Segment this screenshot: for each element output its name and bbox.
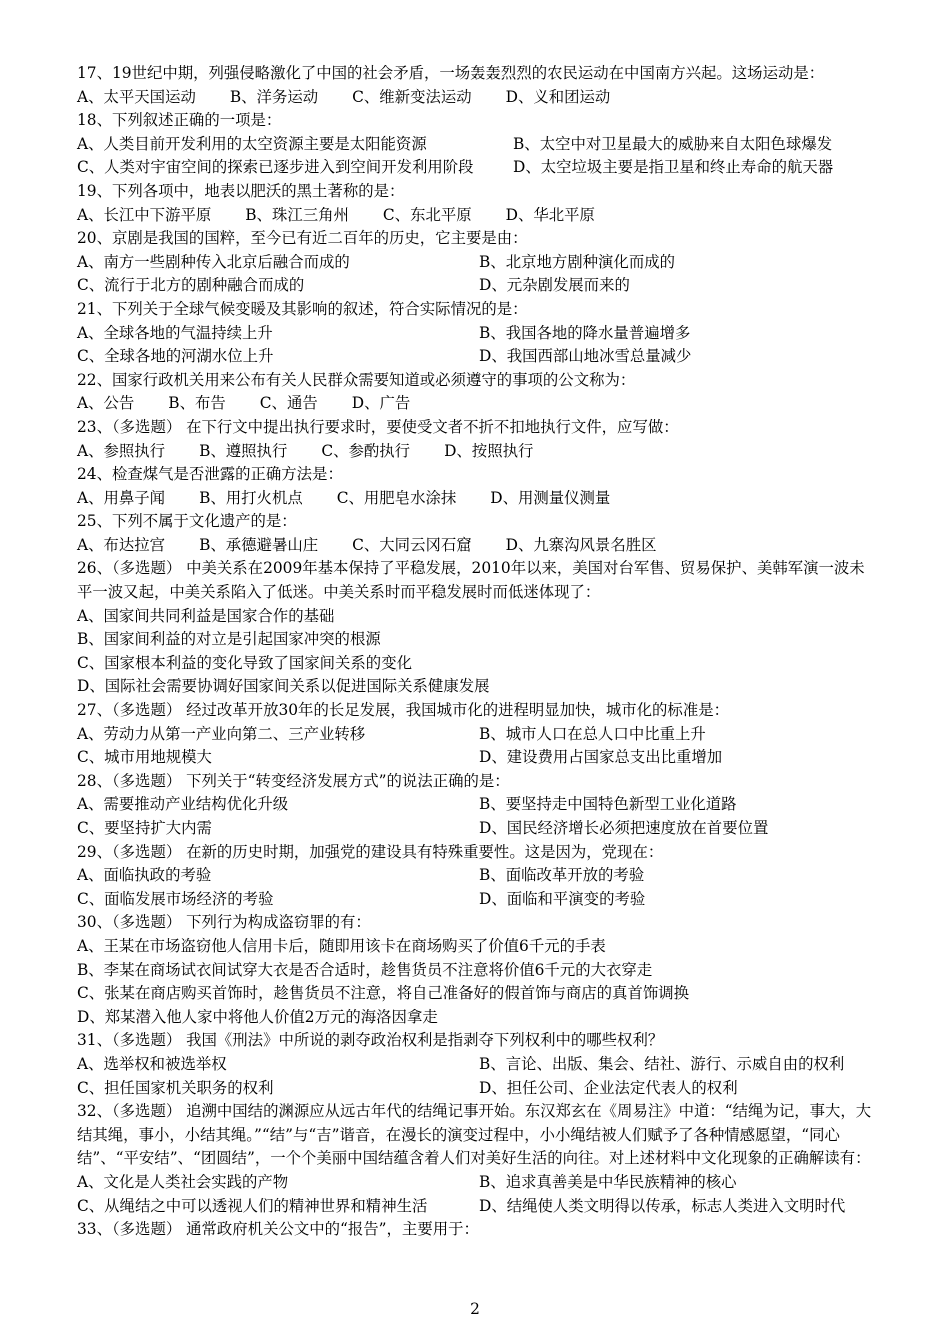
option: A、太平天国运动 — [77, 87, 196, 106]
option: C、用肥皂水涂抹 — [336, 488, 457, 507]
option: A、王某在市场盗窃他人信用卡后，随即用该卡在商场购买了价值6千元的手表 — [77, 936, 606, 955]
question-28-stem: 28、（多选题） 下列关于“转变经济发展方式”的说法正确的是： — [77, 771, 510, 790]
question-20-stem: 20、京剧是我国的国粹，至今已有近二百年的历史，它主要是由： — [77, 229, 528, 248]
question-17-options — [77, 86, 877, 110]
option: D、九寨沟风景名胜区 — [505, 535, 657, 554]
option: A、国家间共同利益是国家合作的基础 — [77, 606, 335, 625]
option: B、要坚持走中国特色新型工业化道路 — [479, 795, 737, 814]
option: A、用鼻子闻 — [77, 488, 166, 507]
option: A、布达拉宫 — [77, 535, 166, 554]
option: D、郑某潜入他人家中将他人价值2万元的海洛因拿走 — [77, 1007, 438, 1026]
option: A、文化是人类社会实践的产物 — [77, 1172, 289, 1191]
option: A、人类目前开发利用的太空资源主要是太阳能资源 — [77, 134, 427, 153]
question-28-options — [77, 793, 877, 840]
option: B、言论、出版、集会、结社、游行、示威自由的权利 — [479, 1054, 845, 1073]
option: B、珠江三角州 — [245, 205, 349, 224]
option: D、华北平原 — [505, 205, 595, 224]
option: B、太空中对卫星最大的威胁来自太阳色球爆发 — [513, 134, 833, 153]
option: B、国家间利益的对立是引起国家冲突的根源 — [77, 630, 381, 649]
question-22-options — [77, 392, 877, 416]
question-27-options — [77, 723, 877, 770]
question-31-stem: 31、（多选题） 我国《刑法》中所说的剥夺政治权利是指剥夺下列权利中的哪些权利？ — [77, 1031, 664, 1050]
question-25-options — [77, 534, 877, 558]
question-23-options — [77, 440, 877, 464]
option: A、参照执行 — [77, 441, 166, 460]
option: D、建设费用占国家总支出比重增加 — [479, 748, 723, 767]
option: D、义和团运动 — [505, 87, 611, 106]
option: D、我国西部山地冰雪总量减少 — [479, 347, 692, 366]
question-17-stem: 17、19世纪中期，列强侵略激化了中国的社会矛盾，一场轰轰烈烈的农民运动在中国南方兴起。这场运动是： — [77, 64, 825, 82]
question-32-options — [77, 1171, 877, 1218]
question-21-stem: 21、下列关于全球气候变暖及其影响的叙述，符合实际情况的是： — [77, 299, 528, 318]
option: C、人类对宇宙空间的探索已逐步进入到空间开发利用阶段 — [77, 158, 474, 177]
question-22-stem: 22、国家行政机关用来公布有关人民群众需要知道或必须遵守的事项的公文称为： — [77, 370, 636, 389]
option: B、城市人口在总人口中比重上升 — [479, 724, 706, 743]
option: C、从绳结之中可以透视人们的精神世界和精神生活 — [77, 1196, 428, 1215]
question-18-stem: 18、下列叙述正确的一项是： — [77, 111, 282, 130]
option: C、面临发展市场经济的考验 — [77, 889, 274, 908]
option: B、遵照执行 — [199, 441, 288, 460]
question-29-stem: 29、（多选题） 在新的历史时期，加强党的建设具有特殊重要性。这是因为，党现在： — [77, 842, 664, 861]
option: C、东北平原 — [382, 205, 472, 224]
option: D、担任公司、企业法定代表人的权利 — [479, 1078, 738, 1097]
option: A、公告 — [77, 394, 135, 413]
option: B、承德避暑山庄 — [199, 535, 319, 554]
option: D、结绳使人类文明得以传承，标志人类进入文明时代 — [479, 1196, 846, 1215]
option: D、元杂剧发展而来的 — [479, 276, 630, 295]
option: C、大同云冈石窟 — [352, 535, 472, 554]
option: C、参酌执行 — [321, 441, 411, 460]
option: B、面临改革开放的考验 — [479, 866, 645, 885]
option: A、全球各地的气温持续上升 — [77, 323, 273, 342]
question-29-options — [77, 864, 877, 911]
option: B、李某在商场试衣间试穿大衣是否合适时，趁售货员不注意将价值6千元的大衣穿走 — [77, 960, 653, 979]
question-26-stem: 26、（多选题） 中美关系在2009年基本保持了平稳发展，2010年以来，美国对台军售、贸易保护、美韩军演一波未平一波又起，中美关系陷入了低迷。中美关系时而平稳发展时而低迷体现了： — [77, 559, 865, 602]
question-24-stem: 24、检查煤气是否泄露的正确方法是： — [77, 465, 343, 484]
page-number: 2 — [470, 1300, 480, 1318]
option: C、担任国家机关职务的权利 — [77, 1078, 274, 1097]
option: A、南方一些剧种传入北京后融合而成的 — [77, 252, 350, 271]
option: D、广告 — [351, 394, 411, 413]
option: C、通告 — [259, 394, 318, 413]
question-25-stem: 25、下列不属于文化遗产的是： — [77, 512, 297, 531]
question-30-stem: 30、（多选题） 下列行为构成盗窃罪的有： — [77, 913, 371, 932]
option: C、维新变法运动 — [352, 87, 472, 106]
option: C、要坚持扩大内需 — [77, 819, 212, 837]
question-20-options — [77, 251, 877, 298]
option: A、劳动力从第一产业向第二、三产业转移 — [77, 724, 366, 743]
option: D、太空垃圾主要是指卫星和终止寿命的航天器 — [513, 158, 834, 177]
question-19-options — [77, 204, 877, 228]
question-33-stem: 33、（多选题） 通常政府机关公文中的“报告”，主要用于： — [77, 1220, 479, 1239]
option: B、我国各地的降水量普遍增多 — [479, 323, 691, 342]
option: A、面临执政的考验 — [77, 866, 212, 885]
option: B、洋务运动 — [229, 87, 319, 106]
option: A、选举权和被选举权 — [77, 1054, 227, 1073]
option: C、张某在商店购买首饰时，趁售货员不注意，将自己准备好的假首饰与商店的真首饰调换 — [77, 984, 690, 1003]
question-32-stem: 32、（多选题） 追溯中国结的渊源应从远古年代的结绳记事开始。东汉郑玄在《周易注》中道：“结绳为记，事大，大结其绳，事小，小结其绳。”“结”与“吉”谐音，在漫长的演变过程中，小小绳结被人们赋予了各种情感愿望，“同心结”、“平安结”、“团圆结”，一个个美丽中国结蕴含着人们对美好生活的向往。对上述材料中文化现象的正确解读有： — [77, 1102, 872, 1168]
option: B、用打火机点 — [199, 488, 303, 507]
document-body — [77, 62, 877, 1242]
question-27-stem: 27、（多选题） 经过改革开放30年的长足发展，我国城市化的进程明显加快，城市化的标准是： — [77, 701, 729, 720]
option: C、城市用地规模大 — [77, 748, 212, 767]
option: C、全球各地的河湖水位上升 — [77, 347, 274, 366]
option: B、北京地方剧种演化而成的 — [479, 252, 675, 271]
option: A、长江中下游平原 — [77, 205, 212, 224]
question-31-options — [77, 1053, 877, 1100]
option: D、国民经济增长必须把速度放在首要位置 — [479, 819, 769, 837]
question-23-stem: 23、（多选题） 在下行文中提出执行要求时，要使受文者不折不扣地执行文件，应写做： — [77, 417, 679, 436]
option: D、国际社会需要协调好国家间关系以促进国际关系健康发展 — [77, 677, 490, 696]
option: D、用测量仪测量 — [490, 488, 611, 507]
option: C、流行于北方的剧种融合而成的 — [77, 276, 305, 295]
option: C、国家根本利益的变化导致了国家间关系的变化 — [77, 653, 412, 672]
option: B、布告 — [168, 394, 226, 413]
question-18-options — [77, 133, 877, 180]
option: D、按照执行 — [444, 441, 534, 460]
option: A、需要推动产业结构优化升级 — [77, 795, 289, 814]
option: B、追求真善美是中华民族精神的核心 — [479, 1172, 737, 1191]
question-19-stem: 19、下列各项中，地表以肥沃的黑土著称的是： — [77, 181, 405, 200]
question-24-options — [77, 487, 877, 511]
question-21-options — [77, 322, 877, 369]
option: D、面临和平演变的考验 — [479, 889, 646, 908]
